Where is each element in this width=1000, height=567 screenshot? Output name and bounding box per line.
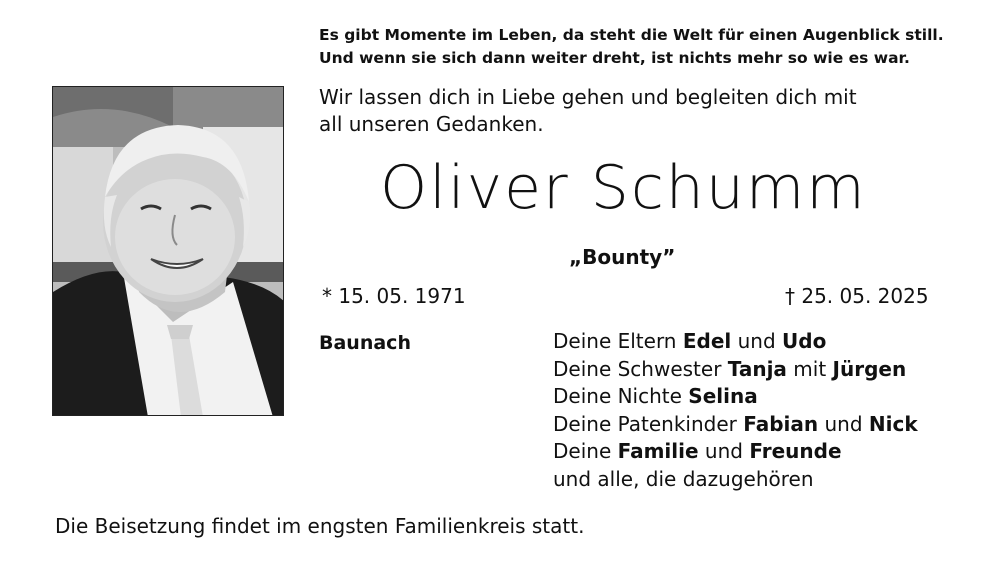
funeral-note: Die Beisetzung findet im engsten Familienkreis statt.: [55, 514, 585, 538]
hometown: Baunach: [319, 332, 411, 354]
mourner-line: [553, 466, 993, 494]
farewell-text: [319, 84, 959, 138]
mourner-line: [553, 383, 993, 411]
mourner-text: Deine Nichte: [553, 384, 689, 408]
motto-line: Es gibt Momente im Leben, da steht die Welt für einen Augenblick still.: [319, 26, 944, 44]
mourner-line: [553, 411, 993, 439]
mourner-name: Jürgen: [832, 356, 907, 381]
mourner-name: Nick: [868, 411, 918, 436]
mourner-line: [553, 356, 993, 384]
mourner-name: Fabian: [743, 411, 819, 436]
farewell-line: all unseren Gedanken.: [319, 112, 544, 136]
mourner-text: mit: [786, 356, 833, 381]
mourner-text: Deine Patenkinder: [553, 411, 744, 436]
death-date: † 25. 05. 2025: [785, 284, 929, 308]
mourner-text: und: [698, 439, 750, 463]
deceased-nickname: „Bounty”: [569, 245, 676, 269]
mourner-text: und alle, die dazugehören: [553, 466, 814, 491]
portrait-illustration: [53, 87, 284, 416]
mourner-name: Selina: [688, 384, 758, 408]
mourner-text: Deine: [553, 439, 618, 463]
motto-quote: [319, 24, 959, 70]
farewell-line: Wir lassen dich in Liebe gehen und begleiten dich mit: [319, 85, 857, 109]
mourner-line: [553, 438, 993, 466]
mourner-name: Familie: [617, 439, 699, 463]
mourner-name: Freunde: [749, 439, 842, 463]
mourner-line: [553, 328, 993, 356]
mourners-list: [553, 328, 993, 493]
deceased-name: Oliver Schumm: [380, 153, 867, 223]
mourner-text: und: [731, 329, 783, 353]
mourner-name: Edel: [682, 329, 732, 353]
motto-line: Und wenn sie sich dann weiter dreht, ist nichts mehr so wie es war.: [319, 49, 910, 67]
mourner-name: Tanja: [727, 356, 787, 381]
mourner-text: Deine Eltern: [553, 329, 683, 353]
birth-date: * 15. 05. 1971: [322, 284, 466, 308]
portrait-photo: [52, 86, 284, 416]
mourner-name: Udo: [782, 329, 827, 353]
mourner-text: Deine Schwester: [553, 356, 728, 381]
mourner-text: und: [818, 411, 869, 436]
